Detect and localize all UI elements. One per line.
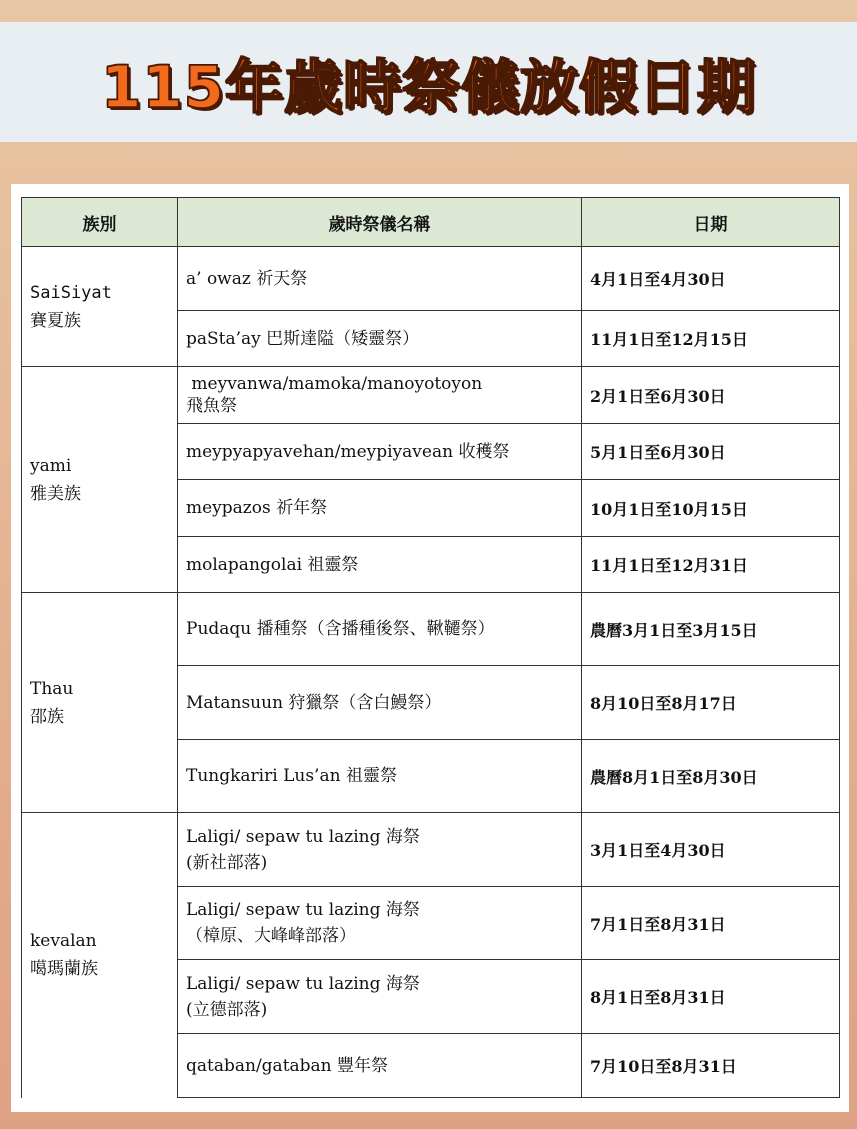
ceremony-name: Laligi/ sepaw tu lazing 海祭 [186,900,420,920]
ceremony-cell [178,1034,582,1098]
date-cell: 7月10日至8月31日 [582,1034,840,1098]
ceremony-name: meypazos 祈年祭 [186,498,328,518]
date-cell: 5月1日至6月30日 [582,424,840,480]
ceremony-name: meypyapyavehan/meypiyavean 收穫祭 [186,441,510,462]
header-ceremony: 歲時祭儀名稱 [178,198,582,247]
tribe-name-en: Thau [30,678,74,699]
ceremony-name: Laligi/ sepaw tu lazing 海祭 [186,973,420,994]
ceremony-cell [178,887,582,960]
table-header-row [22,198,840,247]
tribe-name-zh: 噶瑪蘭族 [30,959,98,980]
table-row [22,367,840,424]
ceremony-name-line2: 飛魚祭 [186,396,237,416]
tribe-cell [22,367,178,593]
ceremony-name: Tungkariri Lus’an 祖靈祭 [186,766,397,786]
date-cell: 11月1日至12月15日 [582,311,840,367]
ceremony-name: Matansuun 狩獵祭（含白鰻祭） [186,692,442,713]
tribe-name-zh: 賽夏族 [30,310,81,331]
date-cell: 8月10日至8月17日 [582,666,840,740]
ceremony-cell [178,247,582,311]
table-row [22,593,840,666]
date-cell: 4月1日至4月30日 [582,247,840,311]
date-cell: 農曆8月1日至8月30日 [582,740,840,813]
ceremony-name: meyvanwa/mamoka/manoyotoyon [186,374,483,394]
ceremony-name: qataban/gataban 豐年祭 [186,1055,389,1076]
table-row [22,813,840,887]
tribe-name-en: kevalan [30,931,97,952]
tribe-cell [22,247,178,367]
ceremony-name: molapangolai 祖靈祭 [186,554,359,575]
tribe-name-zh: 邵族 [30,706,64,727]
date-cell: 3月1日至4月30日 [582,813,840,887]
ceremony-cell [178,480,582,537]
page-title: 115年歲時祭儀放假日期 [100,53,757,121]
date-cell: 8月1日至8月31日 [582,960,840,1034]
header-date: 日期 [582,198,840,247]
ceremony-cell [178,593,582,666]
tribe-cell [22,813,178,1098]
ceremony-cell [178,311,582,367]
tribe-name-en: SaiSiyat [30,282,112,303]
date-cell: 農曆3月1日至3月15日 [582,593,840,666]
tribe-name-zh: 雅美族 [30,483,81,504]
date-cell: 2月1日至6月30日 [582,367,840,424]
title-band [0,22,857,142]
header-tribe: 族別 [22,198,178,247]
ceremony-name-line2: (立德部落) [186,999,268,1020]
festival-table [21,197,840,1098]
table-panel [11,184,849,1112]
ceremony-cell [178,960,582,1034]
ceremony-name: paSta’ay 巴斯達隘（矮靈祭） [186,328,420,349]
ceremony-name: Laligi/ sepaw tu lazing 海祭 [186,826,420,847]
tribe-name-en: yami [30,455,72,476]
ceremony-cell [178,740,582,813]
ceremony-name: Pudaqu 播種祭（含播種後祭、鞦韆祭） [186,619,495,639]
table-row [22,247,840,311]
ceremony-name: a’ owaz 祈天祭 [186,268,308,289]
ceremony-cell [178,367,582,424]
date-cell: 7月1日至8月31日 [582,887,840,960]
ceremony-cell [178,666,582,740]
ceremony-cell [178,424,582,480]
ceremony-cell [178,813,582,887]
date-cell: 11月1日至12月31日 [582,537,840,593]
ceremony-name-line2: （樟原、大峰峰部落） [186,926,356,946]
ceremony-cell [178,537,582,593]
date-cell: 10月1日至10月15日 [582,480,840,537]
ceremony-name-line2: (新社部落) [186,852,268,873]
tribe-cell [22,593,178,813]
